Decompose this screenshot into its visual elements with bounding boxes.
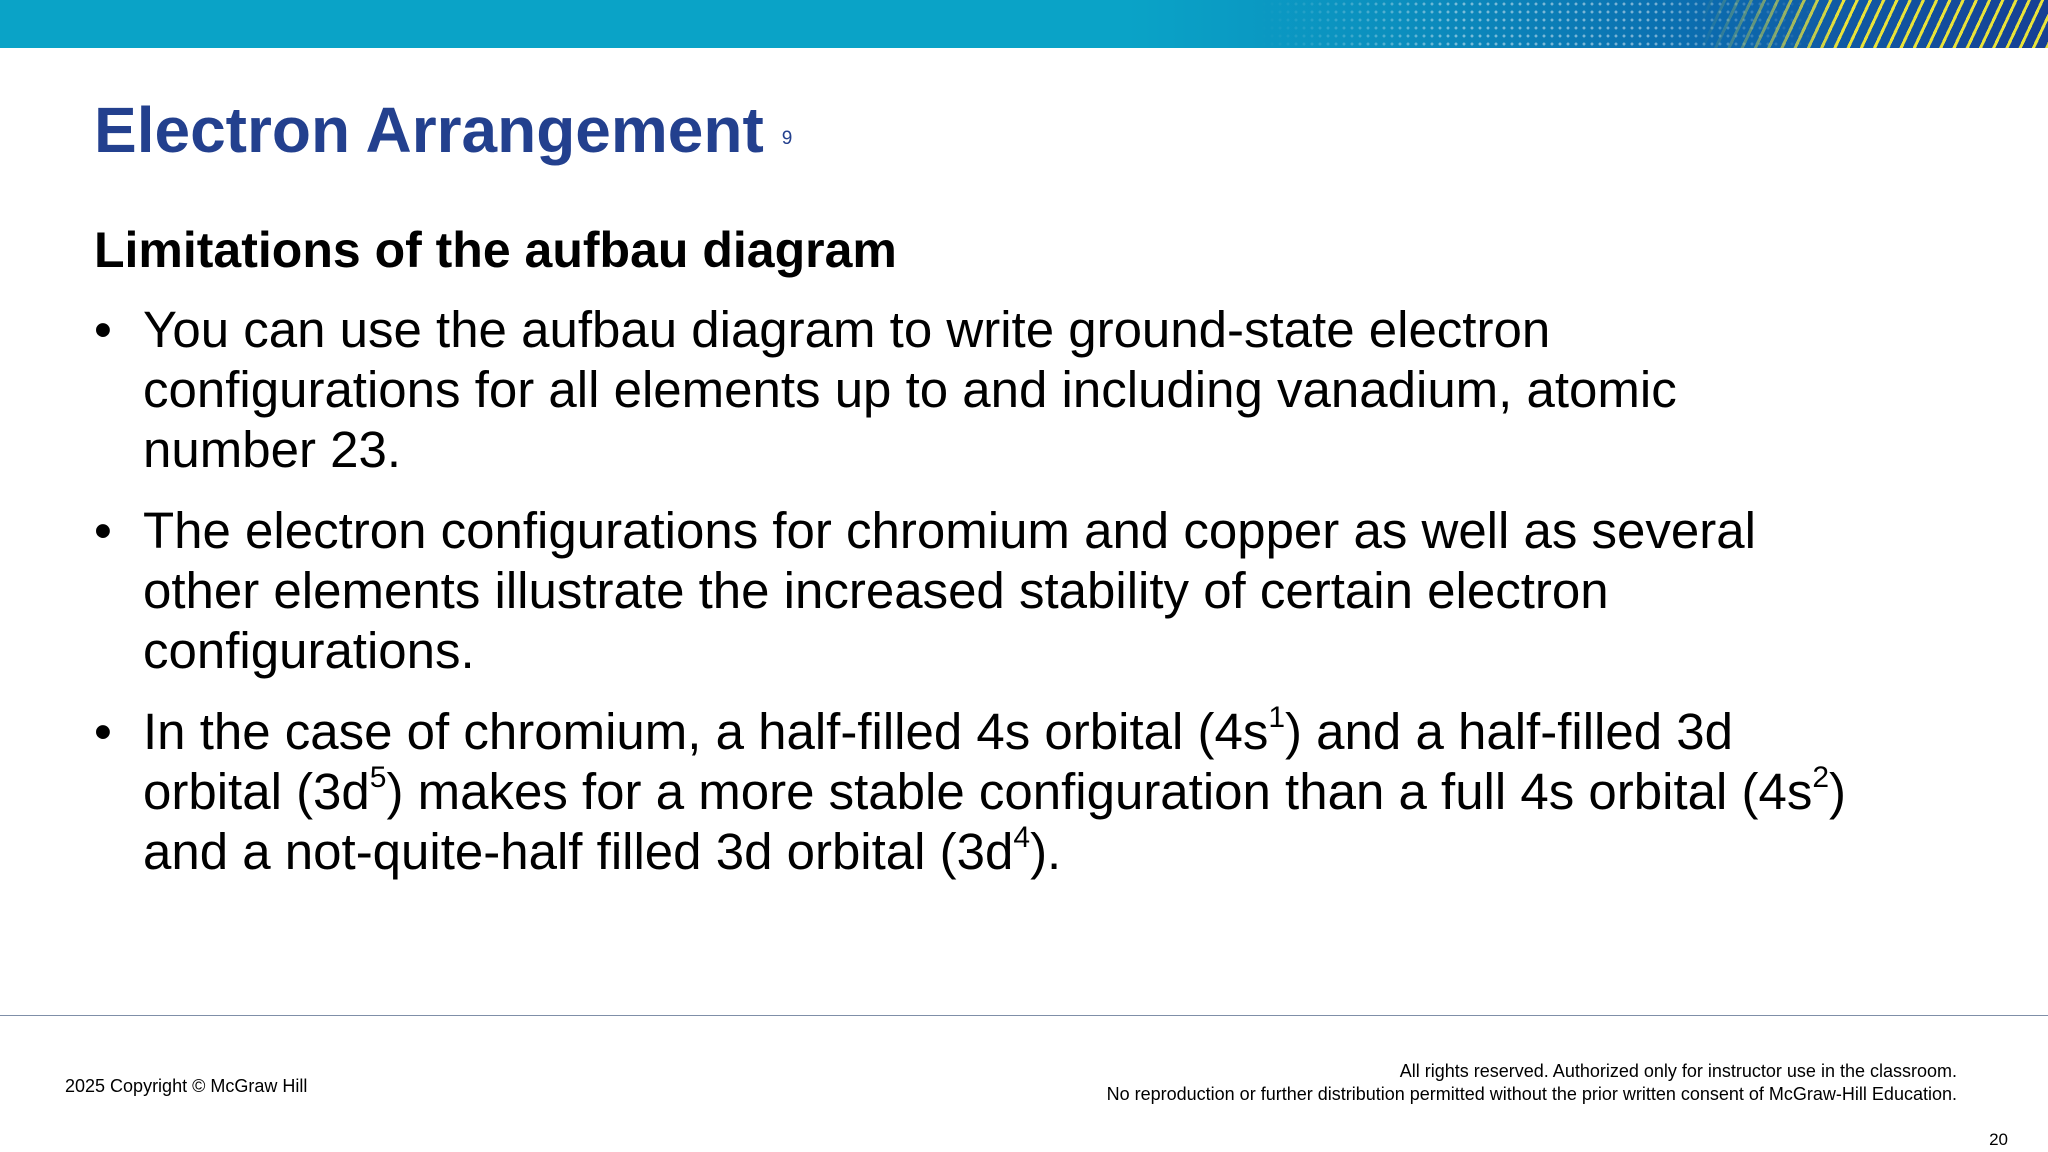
superscript: 4 xyxy=(1013,821,1031,854)
header-banner xyxy=(0,0,2048,48)
bullet-text: The electron configurations for chromium and copper as well as several other elements illustrate the increased stability of certain electron configurations. xyxy=(143,502,1756,679)
bullet-text-part: ). xyxy=(1030,823,1062,880)
bullet-text: You can use the aufbau diagram to write ground-state electron configurations for all elements up to and including vanadium, atomic number 23. xyxy=(143,301,1677,478)
bullet-text-part: ) and a not-quite-half filled 3d orbital (3d xyxy=(143,763,1847,880)
superscript: 5 xyxy=(369,761,387,794)
footer-divider xyxy=(0,1015,2048,1016)
bullet-list xyxy=(94,300,1854,903)
bullet-item-aufbau-use xyxy=(94,300,1854,480)
bullet-icon: • xyxy=(94,301,112,358)
banner-stripe-pattern xyxy=(1700,0,2048,48)
bullet-icon: • xyxy=(94,703,112,760)
superscript: 1 xyxy=(1268,701,1286,734)
bullet-item-stability xyxy=(94,501,1854,681)
slide-subheading: Limitations of the aufbau diagram xyxy=(94,222,897,278)
title-reference-number: 9 xyxy=(781,128,793,150)
slide-title xyxy=(94,92,792,173)
bullet-item-chromium xyxy=(94,702,1854,882)
bullet-text-part: ) makes for a more stable configuration than a full 4s orbital (4s xyxy=(386,763,1813,820)
bullet-text-part: In the case of chromium, a half-filled 4s orbital (4s xyxy=(143,703,1269,760)
bullet-text-part: ) and a half-filled 3d orbital (3d xyxy=(143,703,1733,820)
rights-notice xyxy=(1107,1060,1957,1106)
page-number: 20 xyxy=(1989,1130,2008,1149)
slide-title-text: Electron Arrangement xyxy=(94,94,764,166)
rights-line-1: All rights reserved. Authorized only for instructor use in the classroom. xyxy=(1399,1061,1957,1081)
copyright-text: 2025 Copyright © McGraw Hill xyxy=(65,1076,308,1096)
superscript: 2 xyxy=(1812,761,1830,794)
rights-line-2: No reproduction or further distribution permitted without the prior written consent of McGraw-Hill Education. xyxy=(1106,1084,1957,1104)
bullet-icon: • xyxy=(94,502,112,559)
